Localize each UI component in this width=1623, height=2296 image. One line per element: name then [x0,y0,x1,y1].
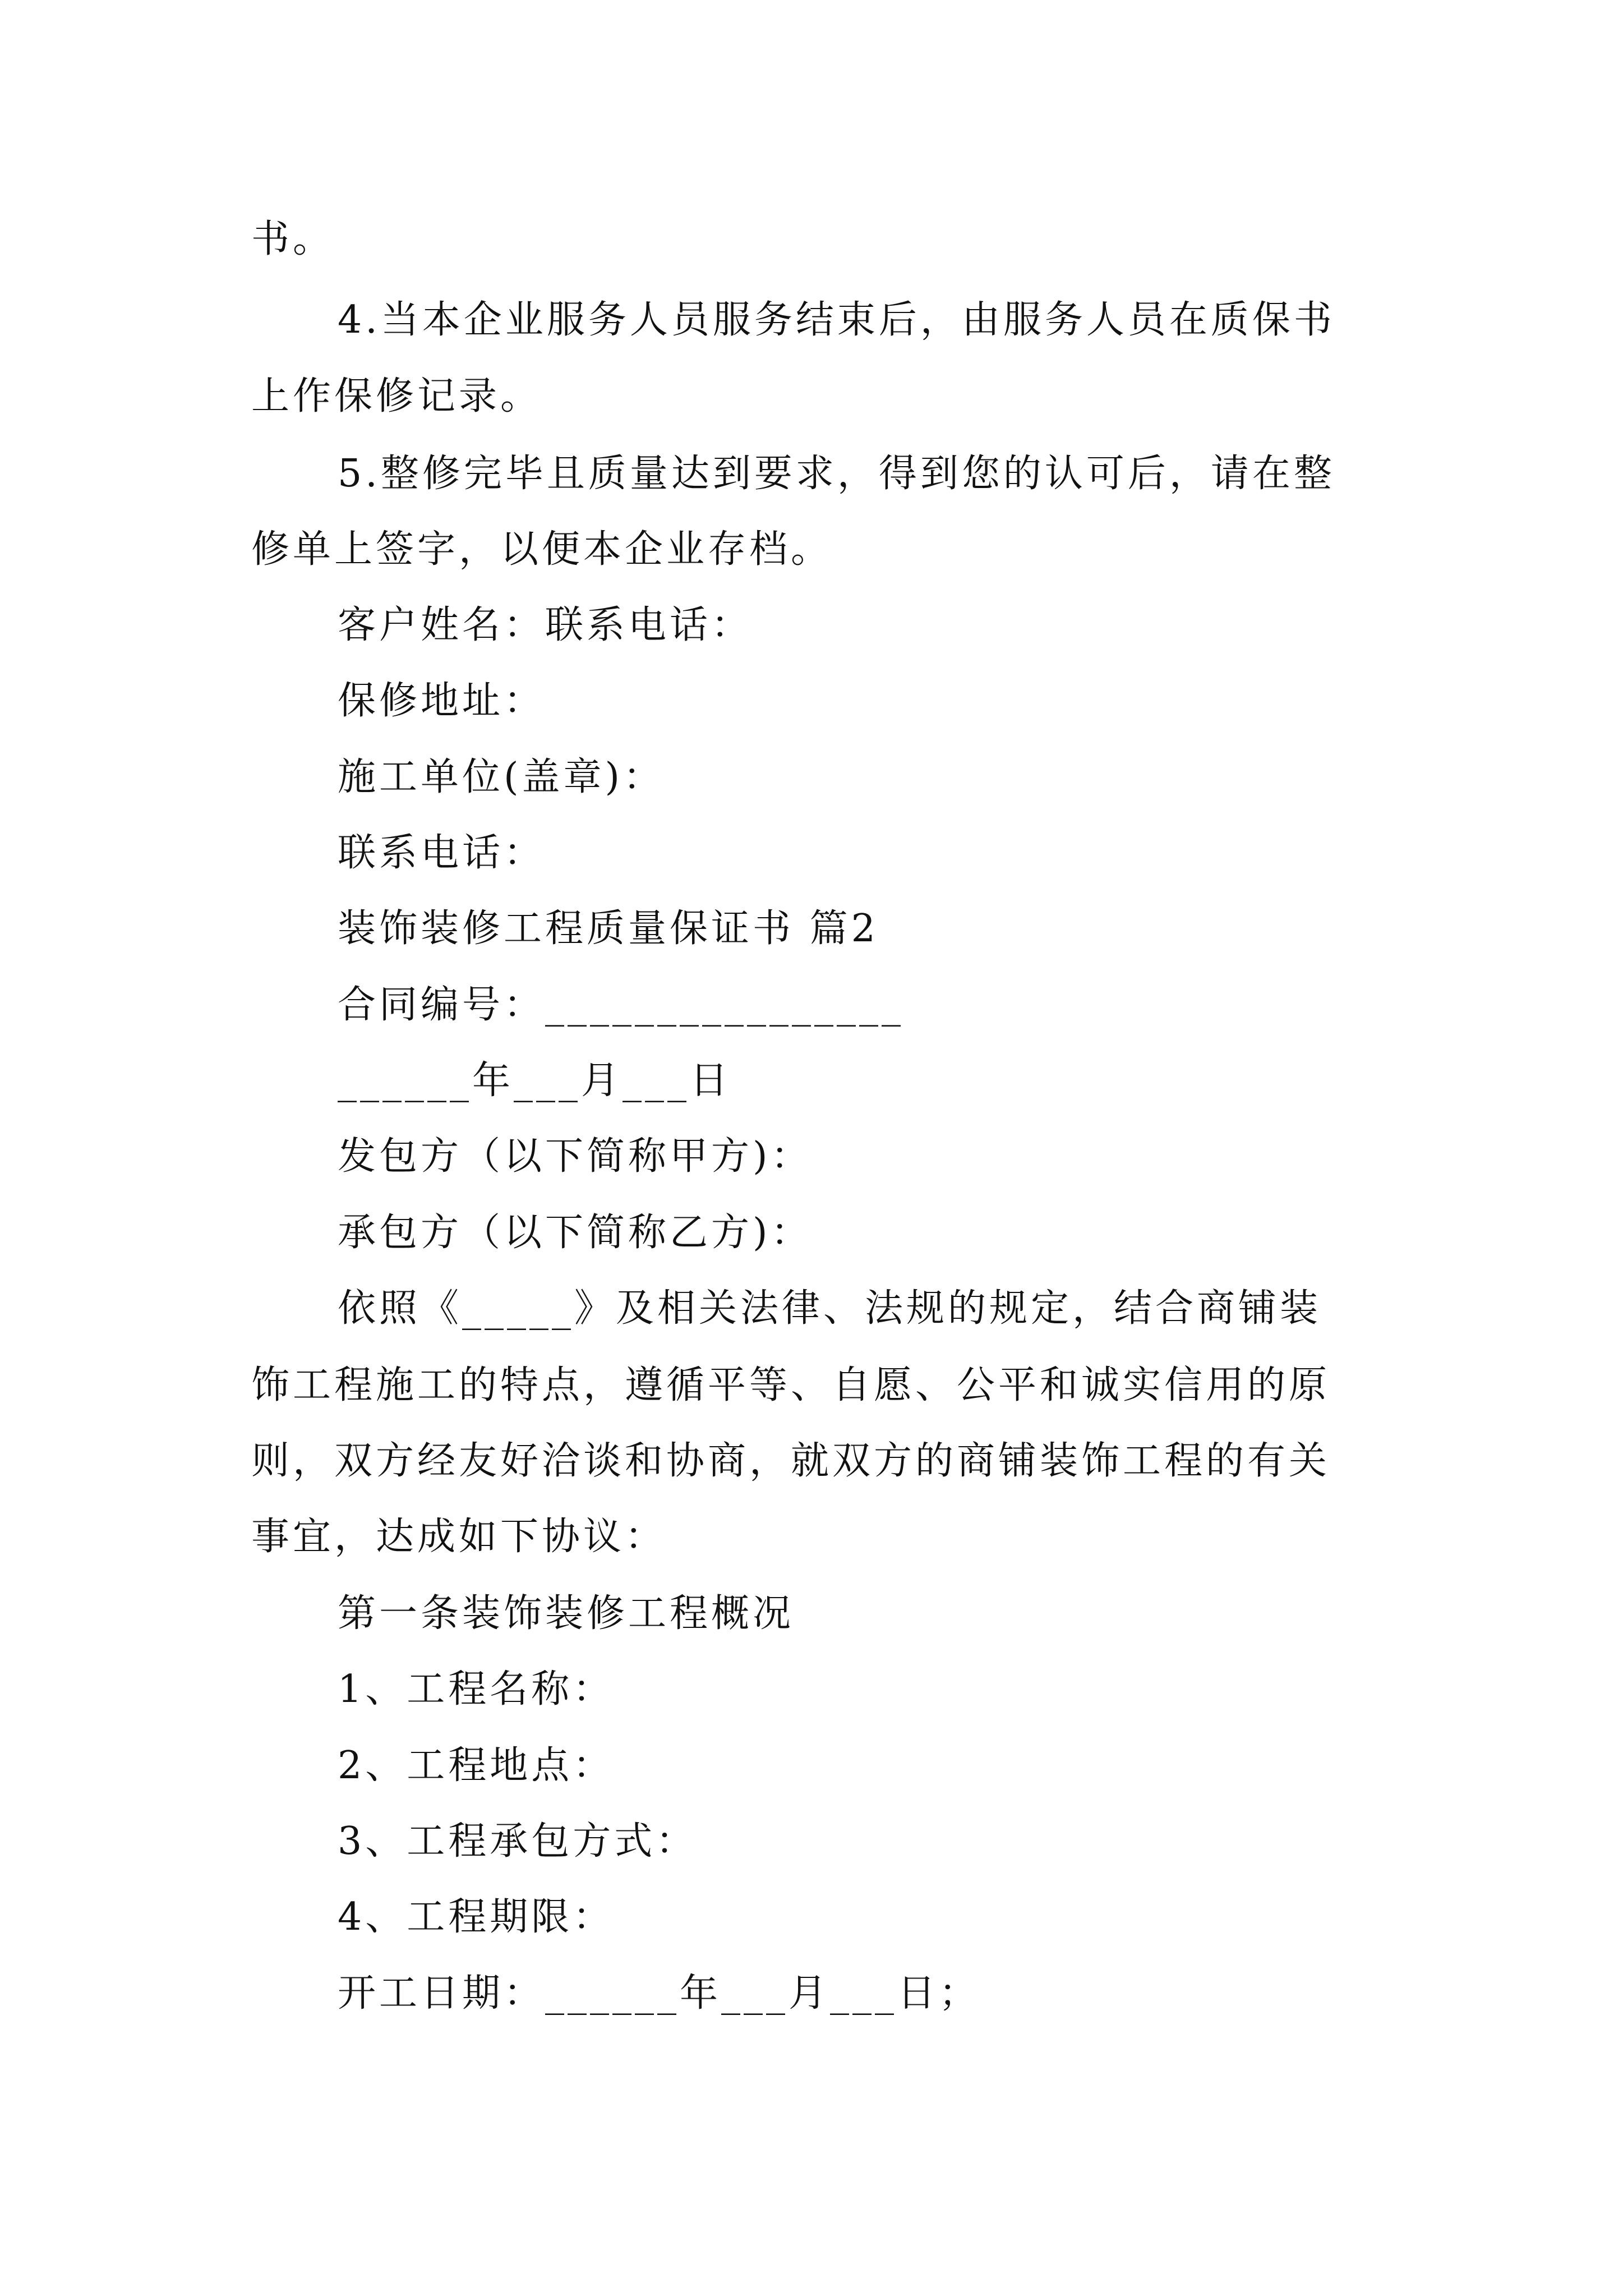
text-line: 4、工程期限： [338,1895,615,1939]
text-line: 4.当本企业服务人员服务结束后，由服务人员在质保书 [338,298,1335,342]
section-heading: 装饰装修工程质量保证书 篇2 [338,907,879,951]
text-line: 饰工程施工的特点，遵循平等、自愿、公平和诚实信用的原 [251,1363,1331,1407]
text-line: 上作保修记录。 [251,374,542,418]
text-line: 客户姓名：联系电话： [338,603,753,647]
text-line: 5.整修完毕且质量达到要求，得到您的认可后，请在整 [338,452,1335,496]
text-line: 施工单位(盖章)： [338,755,665,799]
text-line: 1、工程名称： [338,1667,615,1711]
text-line: 第一条装饰装修工程概况 [338,1591,795,1636]
text-line: 2、工程地点： [338,1743,615,1788]
text-line: 发包方（以下简称甲方)： [338,1134,813,1179]
text-line: 依照《_____》及相关法律、法规的规定，结合商铺装 [338,1286,1322,1331]
text-line: 3、工程承包方式： [338,1819,698,1864]
text-line: 保修地址： [338,679,546,723]
text-line: 书。 [251,217,335,261]
text-line: 则，双方经友好洽谈和协商，就双方的商铺装饰工程的有关 [251,1439,1331,1483]
text-line: 事宜，达成如下协议： [251,1515,667,1559]
text-line: 合同编号：________________ [338,983,905,1027]
text-line: 承包方（以下简称乙方)： [338,1211,813,1255]
text-line: 开工日期：______年___月___日； [338,1971,981,2016]
text-line: ______年___月___日 [338,1059,732,1103]
text-line: 联系电话： [338,831,546,875]
text-line: 修单上签字，以便本企业存档。 [251,527,833,572]
